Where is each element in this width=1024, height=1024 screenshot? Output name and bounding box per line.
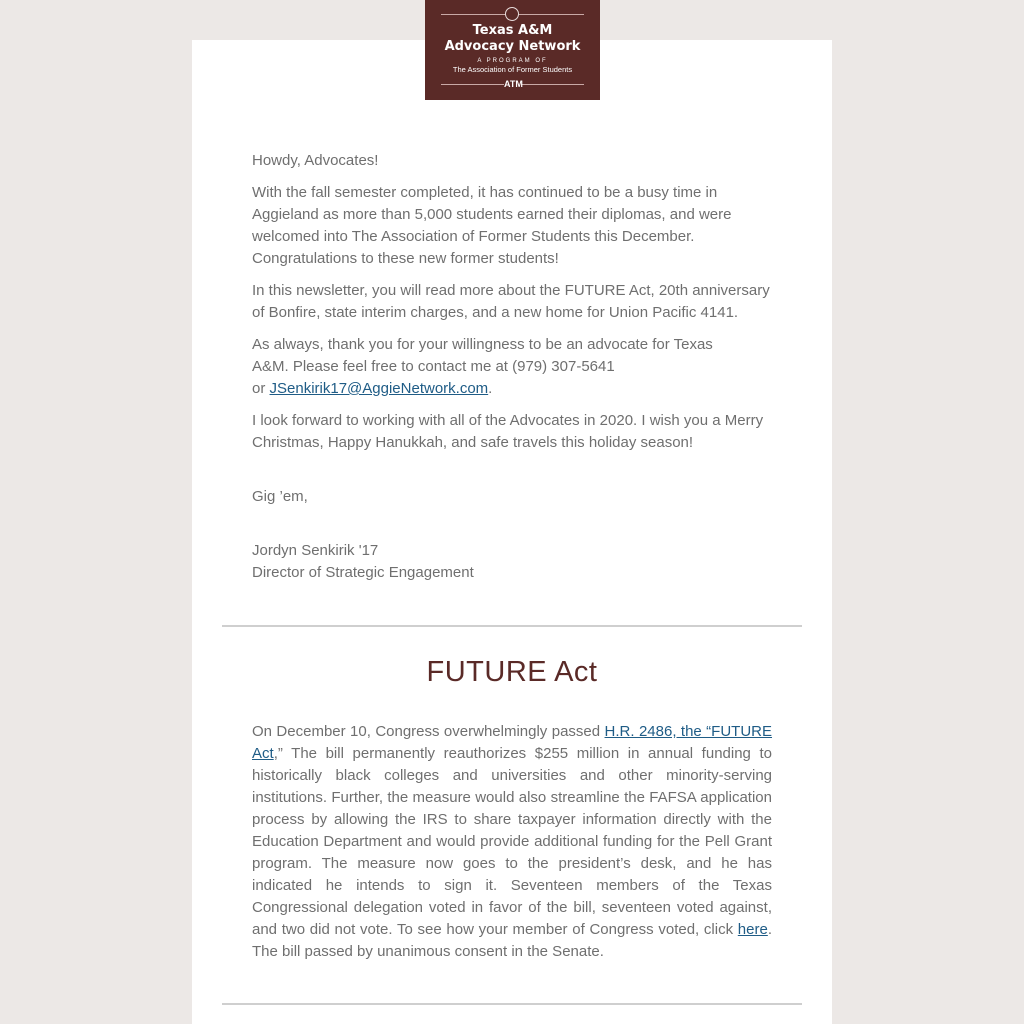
signature-name: Jordyn Senkirik '17	[252, 542, 379, 559]
intro-paragraph-3	[252, 334, 772, 400]
intro-paragraph-2	[252, 280, 772, 324]
greeting: Howdy, Advocates!	[252, 152, 379, 169]
future-act-paragraph	[252, 721, 772, 963]
logo-line-3: A PROGRAM OF	[477, 58, 548, 64]
atm-mark-icon: ATM	[504, 79, 523, 89]
logo-line-1: Texas A&M	[472, 23, 553, 38]
intro-p4-text: I look forward to working with all of the Advocates in 2020. I wish you a Merry Christmas, Happy Hanukkah, and safe travels this holiday season!	[252, 412, 764, 451]
logo-line-4: The Association of Former Students	[452, 65, 573, 74]
intro-p3-line1: As always, thank you for your willingness to be an advocate for Texas	[252, 336, 713, 353]
signoff: Gig ’em,	[252, 488, 308, 505]
signature-role: Director of Strategic Engagement	[252, 564, 474, 581]
signature-block	[252, 540, 772, 584]
intro-paragraph-4	[252, 410, 772, 454]
intro-p2-text: In this newsletter, you will read more about the FUTURE Act, 20th anniversary of Bonfire, state interim charges, and a new home for Union Pacific 4141.	[252, 282, 770, 321]
future-act-text-before: On December 10, Congress overwhelmingly passed	[252, 723, 605, 740]
section-divider-bottom	[222, 1003, 802, 1005]
or-text: or	[252, 380, 270, 397]
future-act-text	[252, 721, 772, 963]
intro-paragraph-1	[252, 182, 772, 270]
intro-p1-text: With the fall semester completed, it has continued to be a busy time in Aggieland as more than 5,000 students earned their diplomas, and were welcomed into The Association of Former Students this December. Congratulations to these new former students!	[252, 184, 732, 267]
intro-p3-line3	[252, 378, 772, 400]
period-text: .	[488, 380, 493, 397]
hr2486-link[interactable]: H.R. 2486, the “FUTURE Act	[252, 723, 773, 762]
advocacy-network-logo[interactable]	[425, 0, 600, 100]
bonfire-emblem-icon	[505, 7, 519, 21]
future-act-heading: FUTURE Act	[426, 656, 598, 688]
future-act-text-middle: ,” The bill permanently reauthorizes $255 million in annual funding to historically black colleges and universities and other minority-serving institutions. Further, the measure would also streamline the FAFSA application process by allowing the IRS to share taxpayer information directly with the Education Department and would provide additional funding for the Pell Grant program. The measure now goes to the president’s desk, and he has indicated he intends to sign it. Seventeen members of the Texas Congressional delegation voted in favor of the bill, seventeen voted against, and two did not vote. To see how your member of Congress voted, click	[252, 745, 772, 938]
future-act-text-after: . The bill passed by unanimous consent in the Senate.	[252, 921, 772, 960]
email-link[interactable]: JSenkirik17@AggieNetwork.com	[269, 380, 489, 397]
vote-record-link[interactable]: here	[737, 921, 768, 938]
intro-p3-line2: A&M. Please feel free to contact me at (979) 307-5641	[252, 358, 615, 375]
logo-line-2: Advocacy Network	[444, 39, 581, 54]
section-divider	[222, 625, 802, 627]
